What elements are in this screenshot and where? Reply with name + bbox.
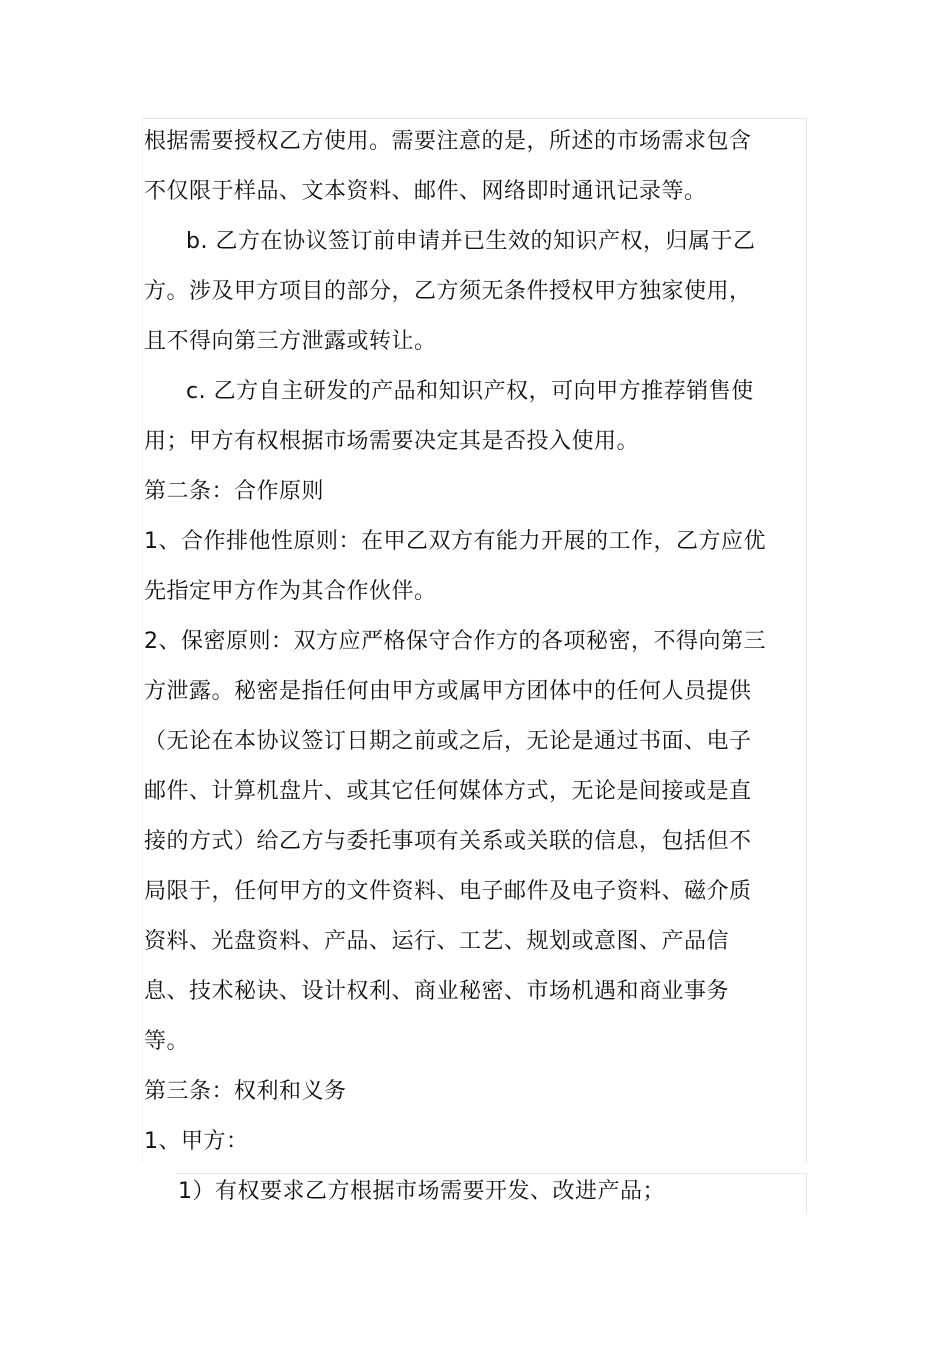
text-line: 用；甲方有权根据市场需要决定其是否投入使用。 xyxy=(144,429,640,454)
clause-c: c. 乙方自主研发的产品和知识产权，可向甲方推荐销售使 xyxy=(186,379,754,404)
party-a-heading: 1、甲方： xyxy=(144,1129,249,1154)
text-line: 资料、光盘资料、产品、运行、工艺、规划或意图、产品信 xyxy=(144,929,730,954)
page-border-right xyxy=(806,118,807,1163)
page-border-top xyxy=(142,118,807,119)
text-line: 等。 xyxy=(144,1029,190,1054)
text-line: 先指定甲方作为其合作伙伴。 xyxy=(144,579,437,604)
text-line: 邮件、计算机盘片、或其它任何媒体方式，无论是间接或是直 xyxy=(144,779,752,804)
text-line: 局限于，任何甲方的文件资料、电子邮件及电子资料、磁介质 xyxy=(144,879,752,904)
principle-2: 2、保密原则：双方应严格保守合作方的各项秘密，不得向第三 xyxy=(144,629,766,654)
text-line: 接的方式）给乙方与委托事项有关系或关联的信息，包括但不 xyxy=(144,829,752,854)
page-border-lower-top xyxy=(176,1173,807,1174)
text-line: 且不得向第三方泄露或转让。 xyxy=(144,329,437,354)
section-heading-2: 第二条：合作原则 xyxy=(144,479,325,504)
page-border-lower-right xyxy=(806,1173,807,1213)
clause-b: b. 乙方在协议签订前申请并已生效的知识产权，归属于乙 xyxy=(186,229,756,254)
party-a-item-1: 1）有权要求乙方根据市场需要开发、改进产品； xyxy=(178,1179,665,1204)
text-line: 不仅限于样品、文本资料、邮件、网络即时通讯记录等。 xyxy=(144,179,707,204)
text-line: 方泄露。秘密是指任何由甲方或属甲方团体中的任何人员提供 xyxy=(144,679,752,704)
page-border-left xyxy=(142,118,143,1163)
text-line: 根据需要授权乙方使用。需要注意的是，所述的市场需求包含 xyxy=(144,129,752,154)
text-line: 方。涉及甲方项目的部分，乙方须无条件授权甲方独家使用， xyxy=(144,279,752,304)
text-line: 息、技术秘诀、设计权利、商业秘密、市场机遇和商业事务 xyxy=(144,979,730,1004)
text-line: （无论在本协议签订日期之前或之后，无论是通过书面、电子 xyxy=(144,729,752,754)
section-heading-3: 第三条：权利和义务 xyxy=(144,1079,347,1104)
principle-1: 1、合作排他性原则：在甲乙双方有能力开展的工作，乙方应优 xyxy=(144,529,766,554)
